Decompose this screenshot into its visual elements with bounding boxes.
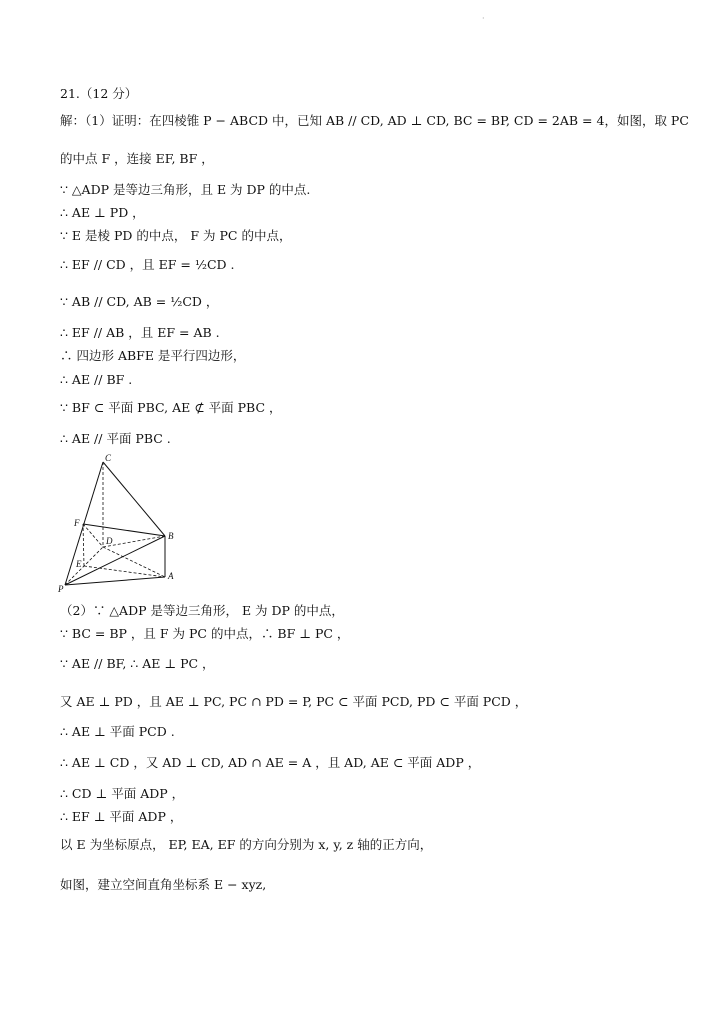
solution-line-s1-intro: 解：（1）证明：在四棱锥 P − ABCD 中，已知 AB // CD, AD ⊥ CD, BC = BP, CD = 2AB = 4，如图，取 PC [60, 113, 689, 128]
label-C: C [105, 453, 112, 463]
label-P: P [58, 584, 64, 594]
solution-line-s2-l7: ∴ CD ⊥ 平面 ADP ， [60, 786, 185, 801]
solution-line-s2-l5: ∴ AE ⊥ 平面 PCD . [60, 724, 175, 739]
solution-line-s1-l5: ∵ E 是棱 PD 的中点， F 为 PC 的中点， [60, 228, 292, 243]
solution-line-s1-l12: ∴ AE // 平面 PBC . [60, 431, 171, 446]
pyramid-figure [55, 452, 190, 597]
solution-line-s2-l1: （2）∵ △ADP 是等边三角形， E 为 DP 的中点， [60, 603, 344, 618]
label-A: A [168, 571, 174, 581]
solution-line-s1-l11: ∵ BF ⊂ 平面 PBC, AE ⊄ 平面 PBC ， [60, 400, 282, 415]
label-E: E [76, 559, 82, 569]
solution-line-s1-l6: ∴ EF // CD ，且 EF = ½CD . [60, 257, 235, 272]
header-mark: · [482, 14, 485, 23]
solution-line-s2-l6: ∴ AE ⊥ CD ，又 AD ⊥ CD, AD ∩ AE = A ，且 AD, AE ⊂ 平面 ADP ， [60, 755, 481, 770]
solution-line-s2-l8: ∴ EF ⊥ 平面 ADP ， [60, 809, 183, 824]
solution-line-s1-l9: ∴ 四边形 ABFE 是平行四边形， [60, 348, 246, 363]
solution-line-s1-l3: ∵ △ADP 是等边三角形，且 E 为 DP 的中点. [60, 182, 311, 197]
solution-line-s2-l9: 以 E 为坐标原点， EP, EA, EF 的方向分别为 x, y, z 轴的正方向， [60, 837, 433, 852]
solution-line-s1-l4: ∴ AE ⊥ PD ， [60, 205, 145, 220]
edge-FB [83, 524, 165, 536]
solution-line-s2-l3: ∵ AE // BF, ∴ AE ⊥ PC ， [60, 656, 215, 671]
solution-line-s1-l8: ∴ EF // AB ，且 EF = AB . [60, 325, 220, 340]
edge-EF [83, 524, 84, 566]
solution-line-q-number: 21.（12 分） [60, 86, 138, 101]
edge-FD [83, 524, 103, 547]
solution-line-s1-midpoint: 的中点 F ，连接 EF, BF ， [60, 151, 214, 166]
solution-line-s2-l2: ∵ BC = BP ，且 F 为 PC 的中点，∴ BF ⊥ PC ， [60, 626, 350, 641]
label-F: F [74, 518, 80, 528]
solution-line-s2-l10: 如图，建立空间直角坐标系 E − xyz, [60, 877, 267, 892]
edge-CB [103, 462, 165, 536]
label-B: B [168, 531, 174, 541]
label-D: D [106, 536, 113, 546]
solution-line-s1-l10: ∴ AE // BF . [60, 372, 133, 387]
solution-line-s2-l4: 又 AE ⊥ PD ，且 AE ⊥ PC, PC ∩ PD = P, PC ⊂ 平面 PCD, PD ⊂ 平面 PCD ， [60, 694, 528, 709]
solution-line-s1-l7: ∵ AB // CD, AB = ½CD ， [60, 294, 219, 309]
